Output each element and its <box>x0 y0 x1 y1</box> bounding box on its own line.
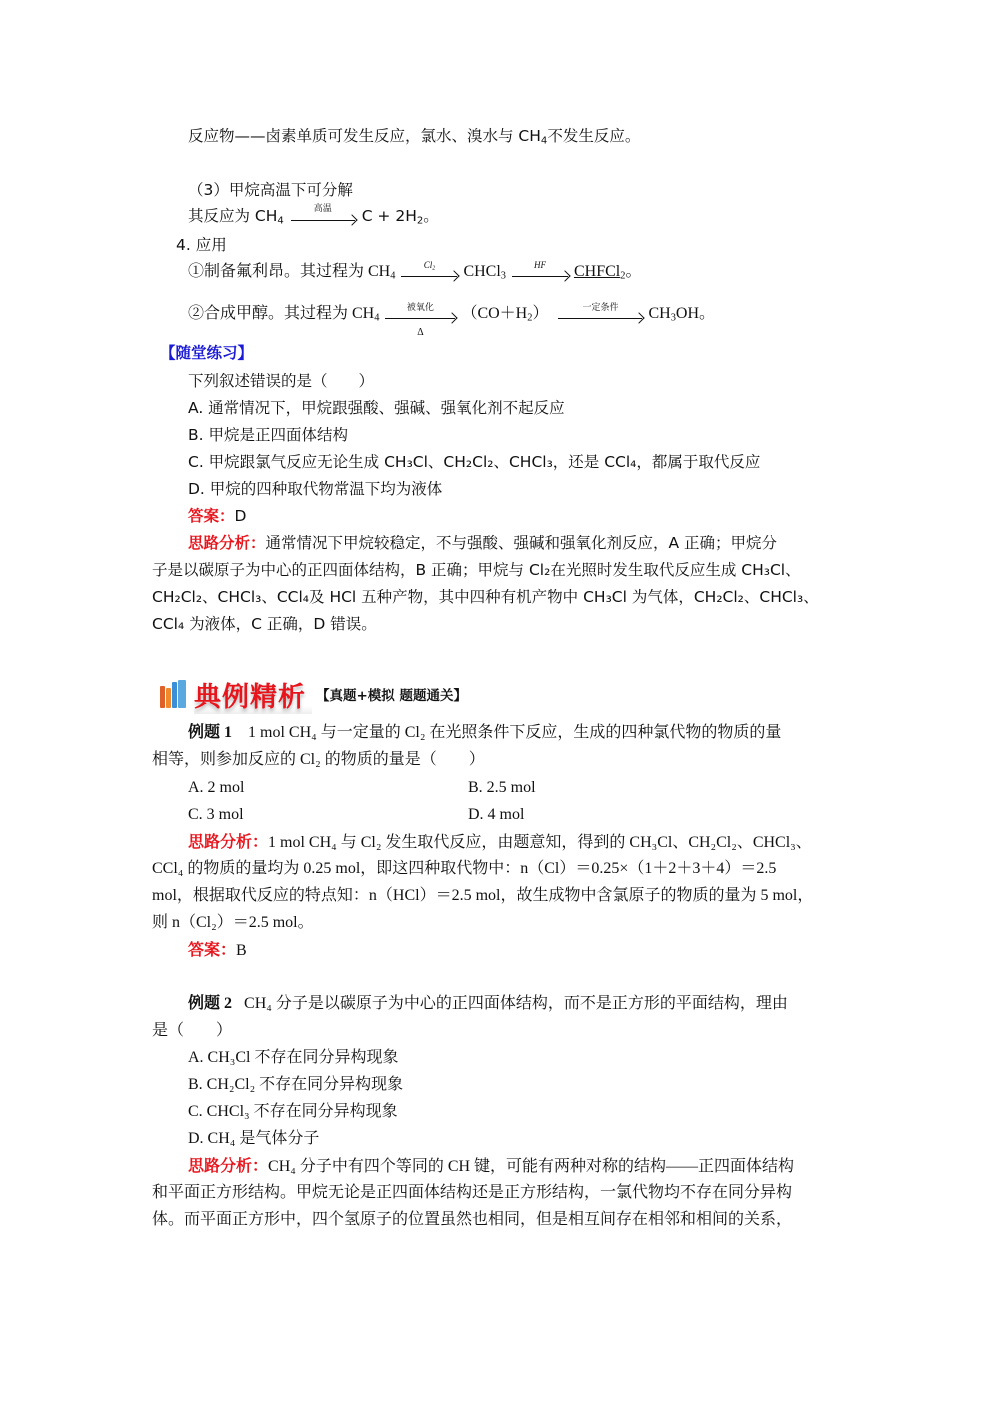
subscript: 2 <box>620 270 626 282</box>
reaction-arrow <box>385 301 455 338</box>
item-text: ②合成甲醇。其过程为 CH <box>188 305 375 322</box>
example1-option-b: B. 2.5 mol <box>468 779 536 796</box>
intermediate: （CO＋H <box>461 305 528 322</box>
product-text: CHFCl <box>573 263 621 280</box>
example1-option-a: A. 2 mol <box>188 779 245 796</box>
heat-symbol: Δ <box>417 326 424 338</box>
subscript: 4 <box>390 270 396 282</box>
practice-option-d: D. 甲烷的四种取代物常温下均为液体 <box>188 480 443 498</box>
example1-analysis-line-2: CCl₄ 的物质的量均为 0.25 mol，即这四种取代物中：n（Cl）＝0.25×（1＋2＋3＋4）＝2.5 <box>152 860 777 877</box>
arrow-condition: HF <box>533 259 546 270</box>
example1-analysis-line-3: mol，根据取代反应的特点知：n（HCl）＝2.5 mol，故生成物中含氯原子的物质的量为 5 mol， <box>152 887 814 904</box>
product-text: CH <box>648 305 671 322</box>
application-item-1 <box>188 261 641 283</box>
subscript: 3 <box>670 312 676 324</box>
stem-text: CH₄ 分子是以碳原子为中心的正四面体结构，而不是正方形的平面结构，理由 <box>244 995 788 1012</box>
analysis-text: 通常情况下甲烷较稳定，不与强酸、强碱和强氧化剂反应，A 正确；甲烷分 <box>265 534 778 552</box>
banner-title: 典例精析 <box>194 675 312 714</box>
practice-question: 下列叙述错误的是（ ） <box>188 372 375 390</box>
application-heading: 4. 应用 <box>176 236 227 254</box>
answer-label: 答案： <box>188 507 235 525</box>
arrow-condition: 一定条件 <box>582 301 619 312</box>
example2-option-d: D. CH₄ 是气体分子 <box>188 1130 320 1147</box>
practice-analysis-line-1 <box>188 532 777 554</box>
reaction-arrow <box>512 259 568 273</box>
paren: ） <box>532 305 549 322</box>
banner-subtitle: 【真题+模拟 题题通关】 <box>316 688 468 704</box>
practice-analysis-line-2: 子是以碳原子为中心的正四面体结构，B 正确；甲烷与 Cl₂在光照时发生取代反应生成 CH₃Cl、 <box>152 561 801 579</box>
stem-text: 1 mol CH₄ 与一定量的 Cl₂ 在光照条件下反应，生成的四种氯代物的物质的量 <box>248 724 782 741</box>
subscript: 3 <box>500 270 506 282</box>
reactants-text: 反应物——卤素单质可发生反应，氯水、溴水与 CH <box>188 127 541 145</box>
example2-option-c: C. CHCl₃ 不存在同分异构现象 <box>188 1103 398 1120</box>
example2-option-b: B. CH₂Cl₂ 不存在同分异构现象 <box>188 1076 404 1093</box>
reaction-arrow <box>401 259 457 273</box>
example1-option-c: C. 3 mol <box>188 806 244 823</box>
product-text: C + 2H <box>361 207 417 225</box>
subscript: 4 <box>374 312 380 324</box>
example2-analysis-line-2: 和平面正方形结构。甲烷无论是正四面体结构还是正方形结构，一氯代物均不存在同分异构 <box>152 1184 793 1201</box>
reactants-line <box>188 125 640 147</box>
reactants-suffix: 不发生反应。 <box>547 127 641 145</box>
arrow-condition: 高温 <box>313 204 332 214</box>
example2-analysis-line-1 <box>188 1155 794 1178</box>
equation-text: 其反应为 CH <box>188 207 278 225</box>
period: 。 <box>423 207 439 225</box>
subscript: 2 <box>416 215 424 227</box>
subscript: 4 <box>540 135 548 147</box>
answer-label: 答案： <box>188 940 237 959</box>
application-item-2 <box>188 301 716 338</box>
reaction-arrow <box>291 204 355 217</box>
section-banner <box>160 673 467 715</box>
arrow-condition: 被氧化 <box>406 301 434 312</box>
example2-stem-line-1 <box>188 993 788 1015</box>
practice-option-a: A. 通常情况下，甲烷跟强酸、强碱、强氧化剂不起反应 <box>188 399 565 417</box>
analysis-text: CH₄ 分子中有四个等同的 CH 键，可能有两种对称的结构——正四面体结构 <box>268 1158 795 1175</box>
decomp-heading: （3）甲烷高温下可分解 <box>188 181 353 199</box>
example2-stem-line-2: 是（ ） <box>152 1022 233 1039</box>
period: 。 <box>625 263 642 280</box>
example1-stem-line-1 <box>188 722 781 744</box>
practice-answer <box>188 505 246 527</box>
example1-analysis-line-1 <box>188 831 812 854</box>
example2-option-a: A. CH₃Cl 不存在同分异构现象 <box>188 1049 399 1066</box>
subscript: 2 <box>527 312 533 324</box>
example-label: 例题 2 <box>188 995 233 1012</box>
practice-option-b: B. 甲烷是正四面体结构 <box>188 426 348 444</box>
practice-header: 【随堂练习】 <box>160 344 254 362</box>
practice-analysis-line-4: CCl₄ 为液体，C 正确，D 错误。 <box>152 615 377 633</box>
subscript: 2 <box>432 265 436 272</box>
answer-value: D <box>234 507 247 525</box>
practice-option-c: C. 甲烷跟氯气反应无论生成 CH₃Cl、CH₂Cl₂、CHCl₃，还是 CCl₄，都属于取代反应 <box>188 453 761 471</box>
reaction-arrow <box>558 301 642 315</box>
example2-analysis-line-3: 体。而平面正方形中，四个氢原子的位置虽然也相同，但是相互间存在相邻和相间的关系， <box>152 1211 793 1228</box>
practice-analysis-line-3: CH₂Cl₂、CHCl₃、CCl₄及 HCl 五种产物，其中四种有机产物中 CH₃Cl 为气体，CH₂Cl₂、CHCl₃、 <box>152 588 819 606</box>
analysis-text: 1 mol CH₄ 与 Cl₂ 发生取代反应，由题意知，得到的 CH₃Cl、CH₂Cl₂、CHCl₃、 <box>268 834 812 851</box>
arrow-condition: Cl <box>423 259 433 270</box>
example1-stem-line-2: 相等，则参加反应的 Cl₂ 的物质的量是（ ） <box>152 751 485 768</box>
subscript: 4 <box>277 215 284 227</box>
books-icon <box>160 680 186 708</box>
intermediate: CHCl <box>463 263 501 280</box>
product-end: OH。 <box>675 305 716 322</box>
analysis-label: 思路分析： <box>188 1156 269 1175</box>
example1-answer <box>188 939 247 962</box>
product-underlined <box>574 263 625 280</box>
decomp-equation <box>188 205 439 227</box>
example-label: 例题 1 <box>188 724 233 741</box>
example1-analysis-line-4: 则 n（Cl₂）＝2.5 mol。 <box>152 914 314 931</box>
answer-value: B <box>236 942 247 959</box>
analysis-label: 思路分析： <box>188 832 269 851</box>
example1-option-d: D. 4 mol <box>468 806 525 823</box>
item-text: ①制备氟利昂。其过程为 CH <box>188 263 391 280</box>
analysis-label: 思路分析： <box>188 534 266 552</box>
